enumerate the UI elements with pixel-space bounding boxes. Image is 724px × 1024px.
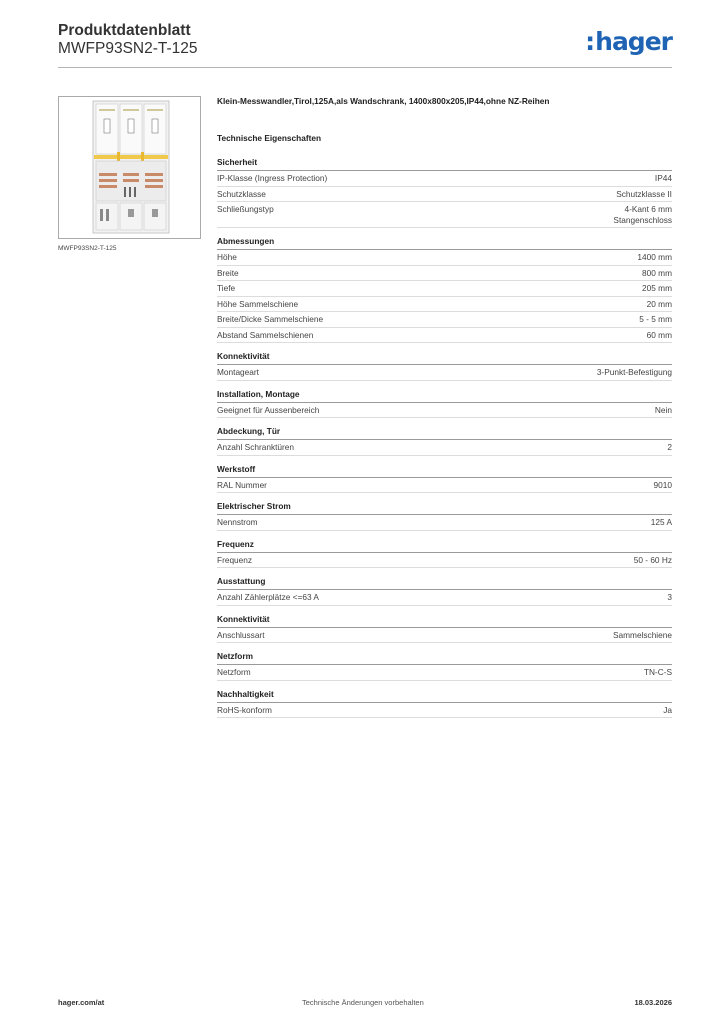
spec-row xyxy=(217,365,672,381)
spec-value: IP44 xyxy=(654,173,672,183)
spec-row xyxy=(217,478,672,494)
spec-group xyxy=(217,614,672,644)
spec-group-title: Konnektivität xyxy=(217,614,672,628)
spec-group-title: Netzform xyxy=(217,651,672,665)
spec-row xyxy=(217,628,672,644)
spec-group xyxy=(217,389,672,419)
spec-content xyxy=(217,96,672,718)
spec-group xyxy=(217,651,672,681)
section-heading: Technische Eigenschaften xyxy=(217,133,322,143)
page-title: Produktdatenblatt xyxy=(58,22,191,39)
spec-value: 3-Punkt-Befestigung xyxy=(596,367,672,377)
cabinet-illustration xyxy=(59,97,200,238)
hager-logo[interactable]: :hager xyxy=(585,27,672,56)
spec-group-title: Konnektivität xyxy=(217,351,672,365)
spec-groups xyxy=(217,157,672,718)
spec-label: Tiefe xyxy=(217,283,236,293)
header-divider xyxy=(58,67,672,68)
spec-label: Breite/Dicke Sammelschiene xyxy=(217,314,324,324)
spec-group-title: Installation, Montage xyxy=(217,389,672,403)
spec-group xyxy=(217,351,672,381)
spec-group xyxy=(217,689,672,719)
spec-value: 2 xyxy=(667,442,672,452)
spec-row xyxy=(217,403,672,419)
product-image xyxy=(58,96,201,239)
spec-label: Netzform xyxy=(217,667,251,677)
spec-label: Höhe xyxy=(217,252,237,262)
spec-group xyxy=(217,539,672,569)
logo-text: hager xyxy=(595,27,672,56)
spec-row xyxy=(217,281,672,297)
spec-row xyxy=(217,250,672,266)
spec-value: 60 mm xyxy=(646,329,672,340)
spec-group xyxy=(217,236,672,343)
image-caption: MWFP93SN2-T-125 xyxy=(58,245,117,252)
spec-label: Anschlussart xyxy=(217,629,265,640)
spec-group-title: Nachhaltigkeit xyxy=(217,689,672,703)
spec-group-title: Frequenz xyxy=(217,539,672,553)
spec-group-title: Abmessungen xyxy=(217,236,672,250)
spec-label: Anzahl Zählerplätze <=63 A xyxy=(217,592,319,602)
footer-notice: Technische Änderungen vorbehalten xyxy=(302,998,424,1007)
spec-value: Ja xyxy=(663,704,672,715)
spec-row xyxy=(217,440,672,456)
spec-value: 5 - 5 mm xyxy=(639,314,672,324)
spec-group-title: Elektrischer Strom xyxy=(217,501,672,515)
spec-label: RoHS-konform xyxy=(217,704,272,715)
spec-value: 125 A xyxy=(650,517,672,527)
spec-row xyxy=(217,328,672,344)
spec-label: Abstand Sammelschienen xyxy=(217,329,314,340)
spec-label: Anzahl Schranktüren xyxy=(217,442,295,452)
spec-row xyxy=(217,703,672,719)
spec-value: 3 xyxy=(667,592,672,602)
product-description: Klein-Messwandler,Tirol,125A,als Wandschrank, 1400x800x205,IP44,ohne NZ-Reihen xyxy=(217,96,550,106)
spec-value: 800 mm xyxy=(642,267,672,278)
spec-value: Schutzklasse II xyxy=(616,188,672,199)
spec-group-title: Werkstoff xyxy=(217,464,672,478)
footer-date: 18.03.2026 xyxy=(634,998,672,1007)
spec-label: RAL Nummer xyxy=(217,479,267,490)
spec-row xyxy=(217,515,672,531)
spec-value: 4-Kant 6 mm Stangenschloss xyxy=(613,204,672,225)
spec-label: Nennstrom xyxy=(217,517,258,527)
spec-value: 20 mm xyxy=(646,298,672,309)
spec-label: Schließungstyp xyxy=(217,204,274,214)
spec-label: Frequenz xyxy=(217,554,253,565)
spec-row xyxy=(217,171,672,187)
spec-group-title: Abdeckung, Tür xyxy=(217,426,672,440)
footer-website-link[interactable]: hager.com/at xyxy=(58,998,105,1007)
spec-row xyxy=(217,297,672,313)
spec-row xyxy=(217,187,672,203)
spec-value: 205 mm xyxy=(642,283,672,293)
spec-group-title: Ausstattung xyxy=(217,576,672,590)
spec-group-title: Sicherheit xyxy=(217,157,672,171)
spec-row xyxy=(217,202,672,228)
spec-label: Breite xyxy=(217,267,239,278)
spec-group xyxy=(217,576,672,606)
spec-group xyxy=(217,157,672,228)
spec-value: Nein xyxy=(654,404,672,415)
spec-value: 1400 mm xyxy=(637,252,672,262)
spec-row xyxy=(217,312,672,328)
spec-value: Sammelschiene xyxy=(612,629,672,640)
spec-label: Geeignet für Aussenbereich xyxy=(217,404,320,415)
spec-group xyxy=(217,501,672,531)
product-code: MWFP93SN2-T-125 xyxy=(58,40,198,57)
spec-value: 9010 xyxy=(653,479,672,490)
spec-label: IP-Klasse (Ingress Protection) xyxy=(217,173,328,183)
spec-value: TN-C-S xyxy=(643,667,672,677)
spec-label: Montageart xyxy=(217,367,259,377)
spec-label: Schutzklasse xyxy=(217,188,266,199)
spec-group xyxy=(217,426,672,456)
spec-value: 50 - 60 Hz xyxy=(633,554,672,565)
spec-group xyxy=(217,464,672,494)
spec-row xyxy=(217,590,672,606)
spec-label: Höhe Sammelschiene xyxy=(217,298,299,309)
spec-row xyxy=(217,266,672,282)
spec-row xyxy=(217,553,672,569)
spec-row xyxy=(217,665,672,681)
